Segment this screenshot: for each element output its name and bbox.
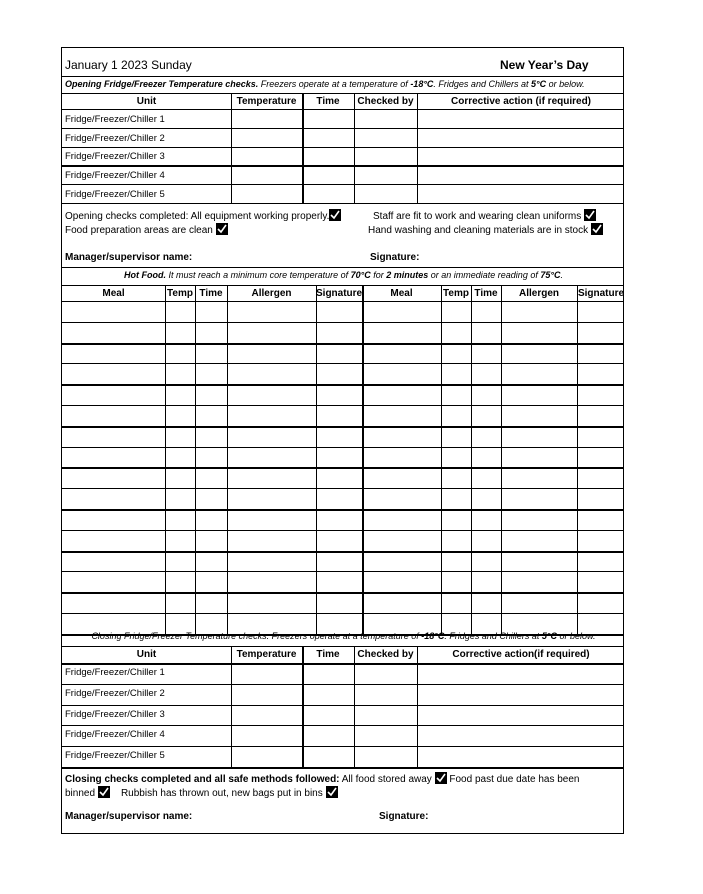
closing-checks-line2: binned Rubbish has thrown out, new bags put in bins [65,786,338,799]
opening-col-time: Time [316,96,340,107]
opening-check-staff: Staff are fit to work and wearing clean uniforms [373,209,596,222]
opening-unit-row: Fridge/Freezer/Chiller 5 [65,189,165,200]
opening-unit-row: Fridge/Freezer/Chiller 4 [65,170,165,181]
closing-unit-row: Fridge/Freezer/Chiller 5 [65,750,165,761]
hot-col-signature-right: Signature [577,288,625,299]
hot-col-meal: Meal [102,288,125,299]
hot-food-row-line [62,447,623,448]
checkmark-icon [216,223,228,235]
hot-food-column-line [577,285,578,635]
opening-unit-row: Fridge/Freezer/Chiller 2 [65,133,165,144]
hot-food-row-line [62,322,623,323]
closing-checks-line1: Closing checks completed and all safe methods followed: All food stored away Food past due date has been [65,774,580,785]
closing-signature-label: Signature: [379,811,429,822]
hot-food-column-line [316,285,317,635]
hot-food-row-line [62,426,623,428]
checkmark-icon [435,772,447,784]
opening-col-corrective-action: Corrective action (if required) [450,96,592,107]
hot-food-row-line [62,343,623,345]
opening-check-prep: Food preparation areas are clean [65,223,228,236]
checkmark-icon [591,223,603,235]
closing-col-unit: Unit [136,649,157,660]
hot-col-temp-right: Temp [443,288,469,299]
hot-col-meal-right: Meal [390,288,413,299]
hot-food-row-line [62,488,623,489]
opening-signature-label: Signature: [370,252,420,263]
closing-note: Closing Fridge/Freezer Temperature checks. Freezers operate at a temperature of -18°C. Fridges and Chillers at 5°C or below. [91,631,596,641]
opening-note: Opening Fridge/Freezer Temperature checks. Freezers operate at a temperature of -18°C. Fridges and Chillers at 5°C or below. [65,79,585,89]
hot-food-row-line [62,405,623,406]
hot-food-note: Hot Food. It must reach a minimum core temperature of 70°C for 2 minutes or an immediate reading of 75°C. [124,270,563,280]
closing-unit-row: Fridge/Freezer/Chiller 3 [65,709,165,720]
opening-checks-label: Opening checks completed: [65,211,189,222]
closing-col-temperature: Temperature [236,649,297,660]
opening-col-unit: Unit [136,96,157,107]
hot-food-column-line [471,285,472,635]
hot-food-row-line [62,592,623,594]
hot-food-row-line [62,509,623,511]
checkmark-icon [584,209,596,221]
hot-food-row-line [62,571,623,572]
hot-col-time-right: Time [474,288,498,299]
opening-check-handwash: Hand washing and cleaning materials are in stock [368,223,603,236]
opening-note-prefix: Opening Fridge/Freezer Temperature checks. [65,79,259,89]
opening-col-checked-by: Checked by [357,96,414,107]
hot-food-title: Hot Food. [124,270,167,280]
hot-food-row-line [62,613,623,614]
opening-col-temperature: Temperature [236,96,297,107]
closing-unit-row: Fridge/Freezer/Chiller 2 [65,688,165,699]
holiday-title: New Year’s Day [500,58,589,72]
checkmark-icon [326,786,338,798]
hot-food-column-line [501,285,502,635]
checkmark-icon [329,209,341,221]
hot-col-temp: Temp [167,288,193,299]
opening-unit-row: Fridge/Freezer/Chiller 1 [65,114,165,125]
hot-food-row-line [62,363,623,364]
closing-col-corrective-action: Corrective action(if required) [452,649,590,660]
hot-food-column-line [227,285,228,635]
closing-col-checked-by: Checked by [357,649,414,660]
hot-food-column-line [441,285,442,635]
opening-unit-row: Fridge/Freezer/Chiller 3 [65,151,165,162]
hot-col-allergen-right: Allergen [518,288,559,299]
hot-col-allergen: Allergen [251,288,292,299]
hot-food-column-line [195,285,196,635]
hot-col-time: Time [199,288,223,299]
closing-checks-label: Closing checks completed and all safe methods followed: [65,774,340,785]
hot-food-column-line [362,285,364,635]
food-safety-log-sheet [61,47,624,834]
checkmark-icon [98,786,110,798]
hot-food-row-line [62,551,623,553]
hot-food-column-line [165,285,166,635]
closing-manager-label: Manager/supervisor name: [65,811,193,822]
hot-food-row-line [62,384,623,386]
hot-col-signature: Signature [316,288,363,299]
closing-unit-row: Fridge/Freezer/Chiller 1 [65,667,165,678]
hot-food-row-line [62,467,623,469]
hot-food-row-line [62,530,623,531]
opening-manager-label: Manager/supervisor name: [65,252,193,263]
opening-checks-line1: Opening checks completed: All equipment working properly. [65,209,341,222]
closing-col-time: Time [316,649,340,660]
closing-unit-row: Fridge/Freezer/Chiller 4 [65,729,165,740]
sheet-date: January 1 2023 Sunday [65,58,192,72]
